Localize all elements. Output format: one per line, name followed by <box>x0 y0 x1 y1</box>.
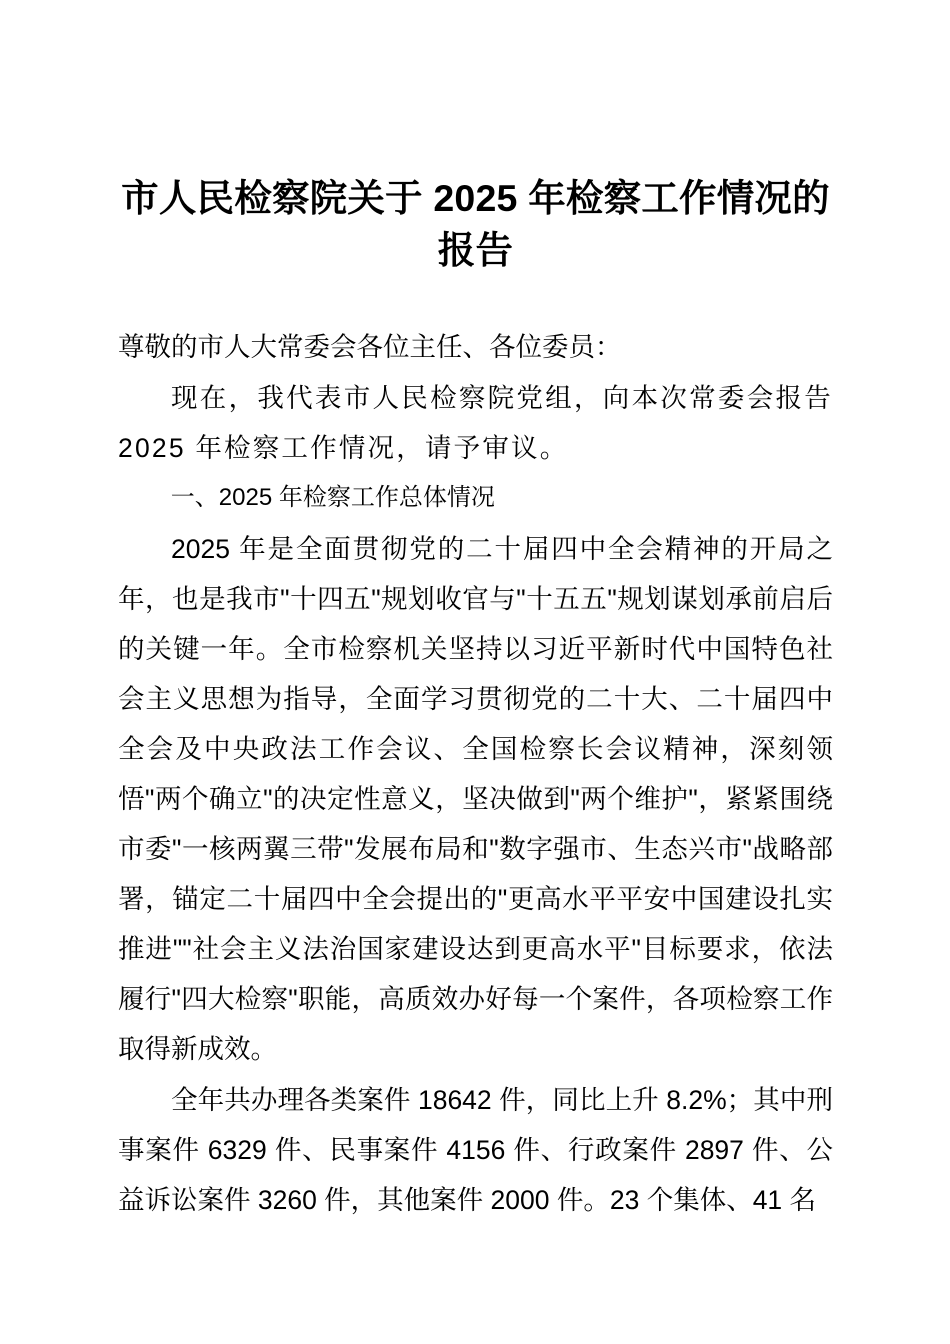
section-heading-one: 一、2025 年检察工作总体情况 <box>170 484 495 511</box>
document-title-line-2: 报告 <box>437 229 514 271</box>
document-title-line-1: 市人民检察院关于 2025 年检察工作情况的 <box>121 177 830 219</box>
document-content-column <box>118 0 833 1225</box>
paragraph-case-statistics: 全年共办理各类案件 18642 件，同比上升 8.2%；其中刑事案件 6329 件、民事案件 4156 件、行政案件 2897 件、公益诉讼案件 3260 件，其他案件 2000 件。23 个集体、41 名 <box>118 1085 833 1215</box>
paragraph-introduction: 现在，我代表市人民检察院党组，向本次常委会报告 2025 年检察工作情况，请予审议。 <box>118 383 833 463</box>
salutation-line: 尊敬的市人大常委会各位主任、各位委员： <box>118 332 622 362</box>
paragraph-overview: 2025 年是全面贯彻党的二十届四中全会精神的开局之年，也是我市"十四五"规划收官与"十五五"规划谋划承前启后的关键一年。全市检察机关坚持以习近平新时代中国特色社会主义思想为指导，全面学习贯彻党的二十大、二十届四中全会及中央政法工作会议、全国检察长会议精神，深刻领悟"两个确立"的决定性意义，坚决做到"两个维护"，紧紧围绕市委"一核两翼三带"发展布局和"数字强市、生态兴市"战略部署，锚定二十届四中全会提出的"更高水平平安中国建设扎实推进""社会主义法治国家建设达到更高水平"目标要求，依法履行"四大检察"职能，高质效办好每一个案件，各项检察工作取得新成效。 <box>118 534 833 1064</box>
document-title <box>118 0 833 276</box>
